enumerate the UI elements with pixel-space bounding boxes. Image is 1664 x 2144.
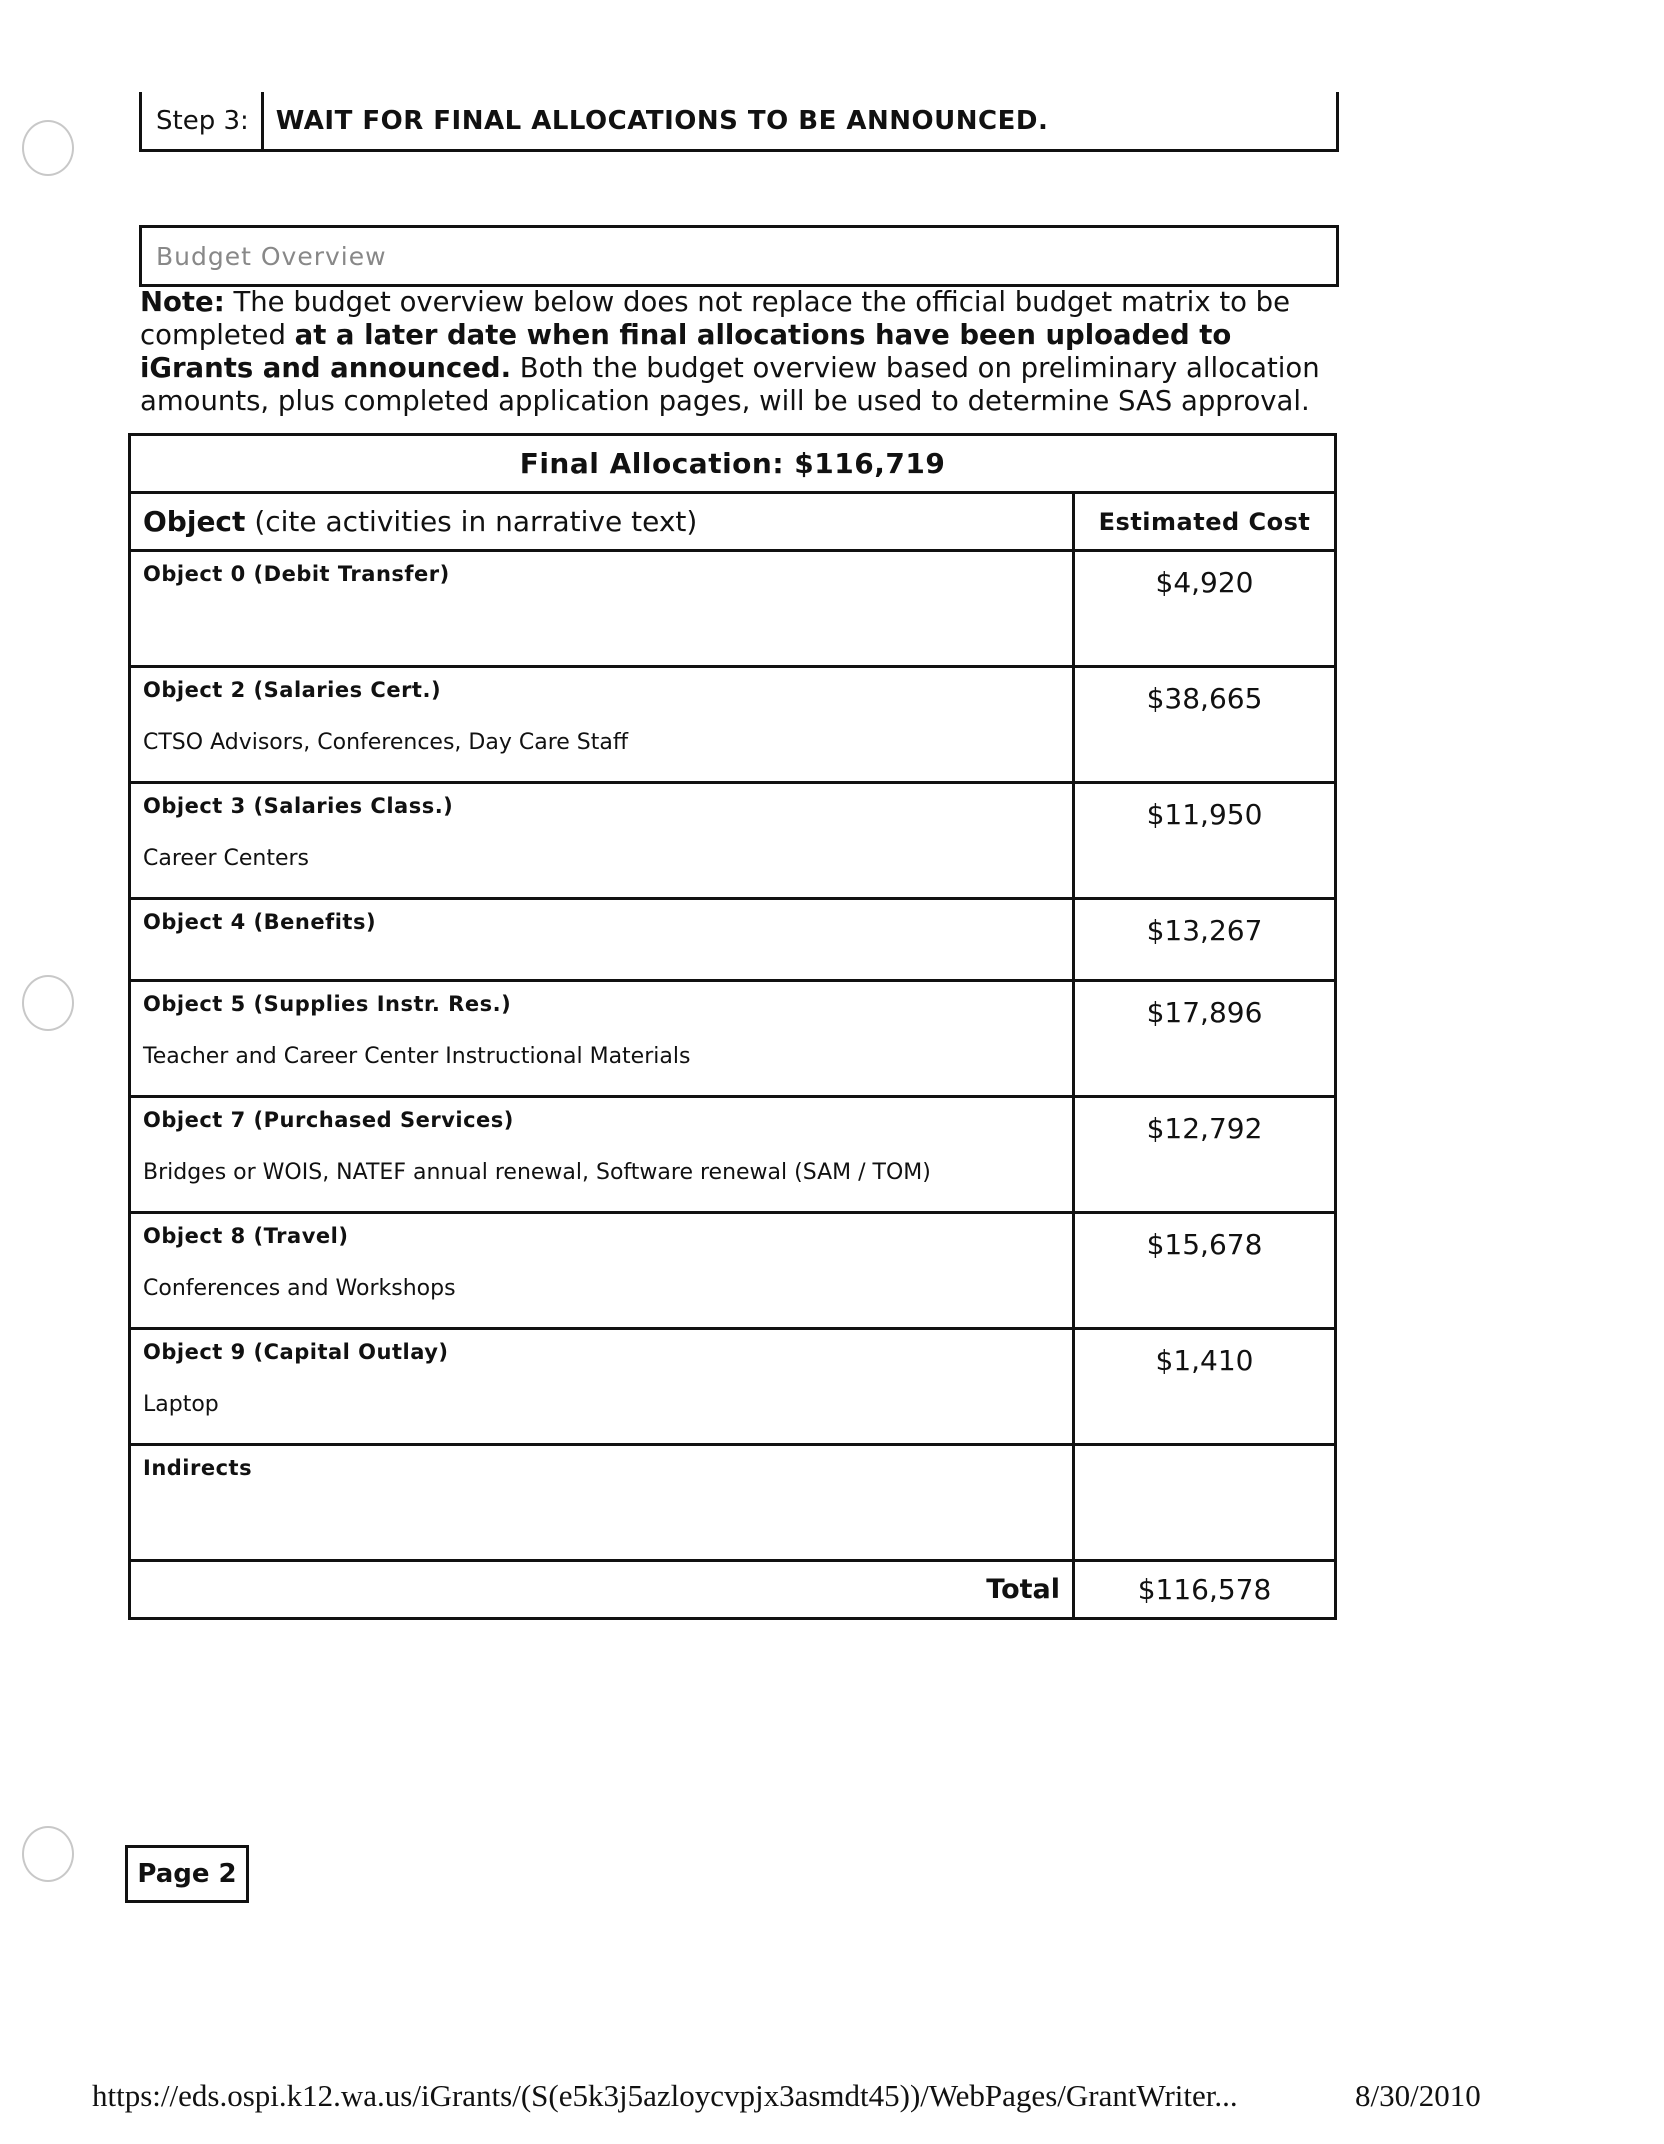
object-cell <box>130 783 1074 899</box>
object-name: Object 4 (Benefits) <box>143 910 377 934</box>
object-description: Teacher and Career Center Instructional Materials <box>143 1044 691 1069</box>
object-cost: $13,267 <box>1074 899 1336 981</box>
object-cell <box>130 551 1074 667</box>
note-lead: Note: <box>140 286 225 318</box>
object-description: Conferences and Workshops <box>143 1276 456 1301</box>
table-row <box>130 1213 1336 1329</box>
object-cell <box>130 667 1074 783</box>
table-row <box>130 667 1336 783</box>
note-bold1: at a later date when final allocations have been uploaded to iGrants and announced. <box>140 319 1232 384</box>
header-estimated-cost: Estimated Cost <box>1074 493 1336 551</box>
step-header <box>139 92 1339 152</box>
object-description: Career Centers <box>143 846 310 871</box>
object-name: Object 2 (Salaries Cert.) <box>143 678 442 702</box>
table-row <box>130 899 1336 981</box>
budget-overview-title: Budget Overview <box>156 241 387 271</box>
punch-hole-top <box>22 120 74 176</box>
punch-hole-middle <box>22 975 74 1031</box>
object-name: Object 3 (Salaries Class.) <box>143 794 454 818</box>
budget-overview-header <box>139 225 1339 287</box>
object-cell <box>130 1329 1074 1445</box>
table-row <box>130 783 1336 899</box>
object-cost: $11,950 <box>1074 783 1336 899</box>
total-value: $116,578 <box>1074 1561 1336 1619</box>
table-row <box>130 1329 1336 1445</box>
object-cost: $4,920 <box>1074 551 1336 667</box>
footer-url: https://eds.ospi.k12.wa.us/iGrants/(S(e5k3j5azloycvpjx3asmdt45))/WebPages/GrantWriter... <box>92 2078 1238 2113</box>
step-label: Step 3: <box>142 92 264 149</box>
object-cell <box>130 1097 1074 1213</box>
page-number-box <box>125 1845 249 1903</box>
punch-hole-bottom <box>22 1826 74 1882</box>
object-name: Object 0 (Debit Transfer) <box>143 562 450 586</box>
object-name: Object 8 (Travel) <box>143 1224 349 1248</box>
note-part2: Both the budget overview based on preliminary allocation amounts, plus completed application pages, will be used to determine SAS approval. <box>140 352 1320 417</box>
object-cell <box>130 1445 1074 1561</box>
object-cost: $17,896 <box>1074 981 1336 1097</box>
object-name: Indirects <box>143 1456 253 1480</box>
table-row <box>130 1445 1336 1561</box>
note-part1: The budget overview below does not replace the official budget matrix to be completed <box>140 286 1291 351</box>
object-cost <box>1074 1445 1336 1561</box>
total-row <box>130 1561 1336 1619</box>
object-cell <box>130 899 1074 981</box>
total-label: Total <box>130 1561 1074 1619</box>
object-name: Object 7 (Purchased Services) <box>143 1108 514 1132</box>
object-name: Object 5 (Supplies Instr. Res.) <box>143 992 512 1016</box>
header-object-bold: Object <box>143 505 246 538</box>
object-description: CTSO Advisors, Conferences, Day Care Staff <box>143 730 629 755</box>
header-object-rest: (cite activities in narrative text) <box>245 505 698 538</box>
object-cost: $15,678 <box>1074 1213 1336 1329</box>
object-cell <box>130 1213 1074 1329</box>
header-object <box>130 493 1074 551</box>
final-allocation: Final Allocation: $116,719 <box>130 435 1336 493</box>
footer-date: 8/30/2010 <box>1355 2078 1481 2113</box>
table-row <box>130 1097 1336 1213</box>
budget-table <box>128 433 1337 1620</box>
object-cost: $38,665 <box>1074 667 1336 783</box>
step-title: WAIT FOR FINAL ALLOCATIONS TO BE ANNOUNCED. <box>275 105 1049 136</box>
object-cost: $12,792 <box>1074 1097 1336 1213</box>
table-row <box>130 981 1336 1097</box>
object-name: Object 9 (Capital Outlay) <box>143 1340 449 1364</box>
object-description: Laptop <box>143 1392 219 1417</box>
object-cost: $1,410 <box>1074 1329 1336 1445</box>
page-number: Page 2 <box>137 1859 237 1889</box>
table-row <box>130 551 1336 667</box>
object-description: Bridges or WOIS, NATEF annual renewal, Software renewal (SAM / TOM) <box>143 1160 931 1185</box>
note-paragraph <box>140 286 1340 418</box>
object-cell <box>130 981 1074 1097</box>
